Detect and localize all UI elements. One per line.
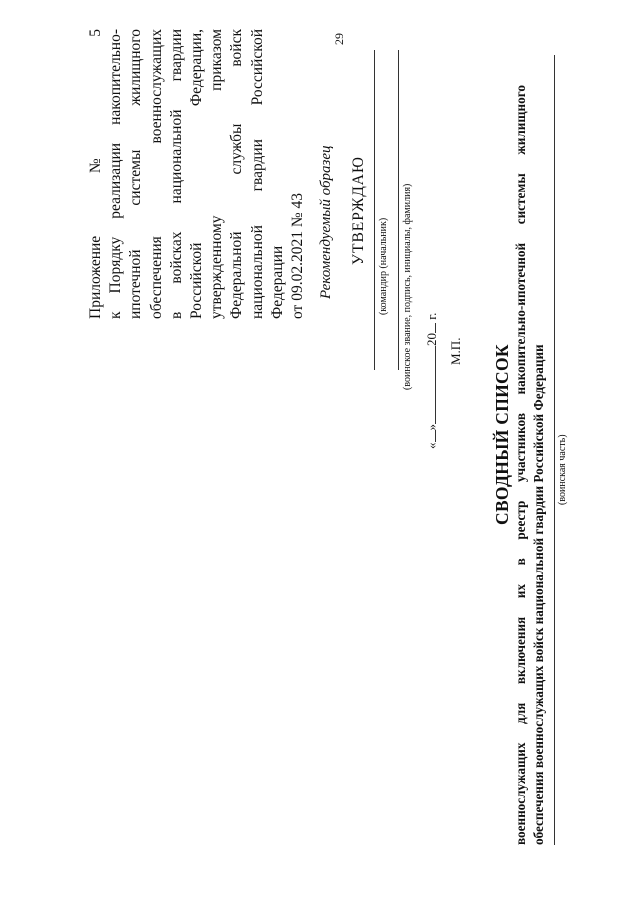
commander-caption: (командир (начальник) (378, 217, 389, 315)
month-blank (435, 346, 436, 424)
appendix-line: Российской Федерации, (188, 29, 206, 319)
appendix-line: обеспечения военнослужащих (147, 29, 165, 319)
unit-caption: (воинская часть) (557, 434, 568, 505)
appendix-line: Федеральной службы войск (228, 29, 246, 319)
appendix-line: национальной гвардии Российской (248, 29, 266, 319)
subtitle-line-2: обеспечения военнослужащих войск национальной гвардии Российской Федерации (531, 344, 546, 845)
year-suffix: г. (424, 312, 439, 320)
appendix-line: Федерации (268, 245, 286, 319)
unit-line (554, 55, 555, 845)
document-title: СВОДНЫЙ СПИСОК (492, 344, 512, 525)
sample-label: Рекомендуемый образец (318, 145, 334, 299)
approve-heading: УТВЕРЖДАЮ (350, 156, 367, 265)
approval-date (424, 313, 440, 449)
rank-signature-line (398, 50, 399, 370)
document-subtitle (512, 85, 548, 845)
appendix-block (86, 29, 308, 319)
appendix-line: утвержденному приказом (208, 29, 226, 319)
page-number: 29 (332, 33, 346, 45)
appendix-line: к Порядку реализации накопительно- (107, 29, 125, 319)
rank-caption: (воинское звание, подпись, инициалы, фамилия) (402, 183, 413, 390)
appendix-line: в войсках национальной гвардии (167, 29, 185, 319)
date-close-quote: » (424, 424, 439, 431)
day-blank (435, 431, 436, 443)
subtitle-line-1: военнослужащих для включения их в реестр участников накопительно-ипотечной системы жилищного (513, 85, 528, 845)
appendix-line: Приложение № 5 (87, 29, 104, 319)
appendix-line: ипотечной системы жилищного (127, 29, 145, 319)
appendix-line: от 09.02.2021 № 43 (289, 193, 307, 319)
commander-signature-line (374, 50, 375, 370)
stamp-place: М.П. (448, 337, 463, 365)
date-open-quote: « (424, 442, 439, 449)
year-prefix: 20 (424, 333, 439, 346)
year-blank (435, 323, 436, 333)
